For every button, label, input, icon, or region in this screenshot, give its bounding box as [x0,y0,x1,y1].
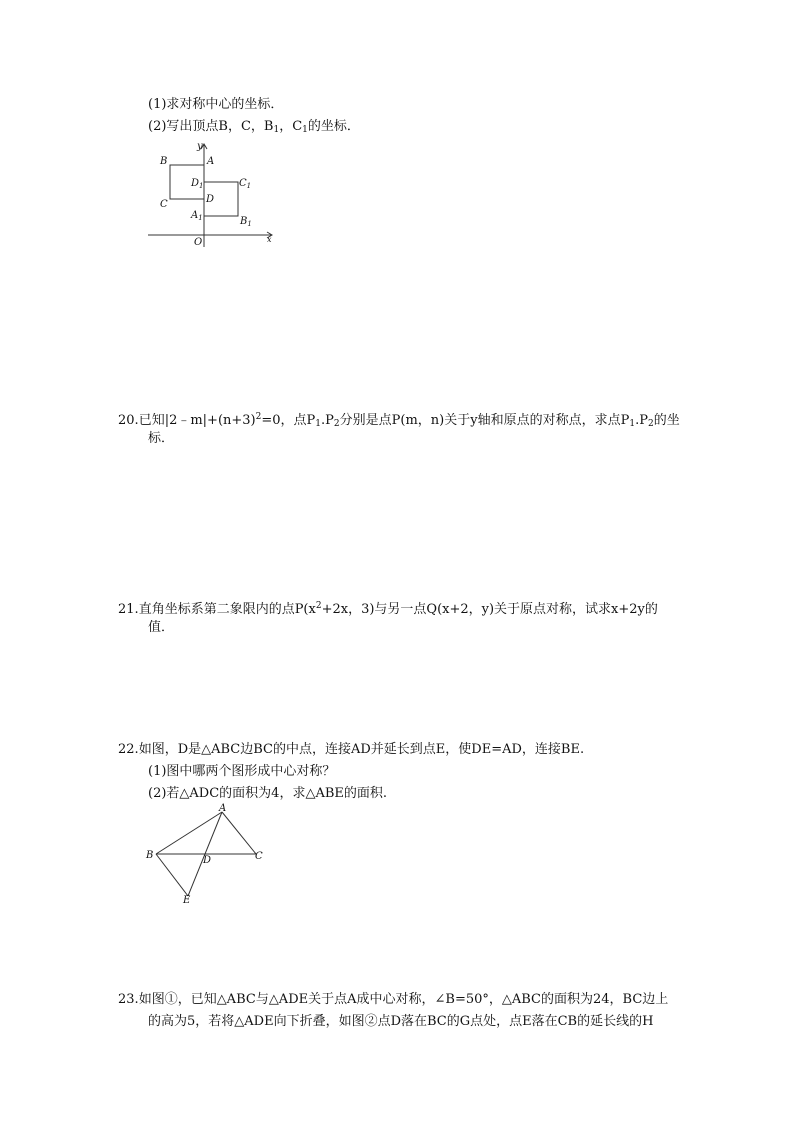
q19-sub1: (1)求对称中心的坐标． [148,97,284,112]
segment-ab [156,812,222,854]
label-y: y [197,141,203,152]
label-b1: $B_1$ [240,216,252,228]
label-a1: $A_1$ [191,210,203,222]
q20-line2: 标． [148,431,175,446]
q21-line1: 21.直角坐标系第二象限内的点$P(x^2+2x$，3)与另一点Q(x+2，y)关于原点对称，试求x+2y的 [118,601,658,617]
q19-coordinate-figure [140,138,280,250]
segment-ac [222,812,256,854]
q21-line2: 值． [148,620,175,635]
q23-line2: 的高为5，若将△ADE向下折叠，如图②点D落在BC的G点处，点E落在CB的延长线的H [148,1014,654,1029]
label-a: A [219,803,227,814]
q22-line1: 22.如图，D是△ABC边BC的中点，连接AD并延长到点E，使DE=AD，连接BE. [118,742,585,757]
q22-number: 22. [118,742,139,757]
label-c: C [160,199,168,210]
label-b: B [160,156,168,167]
label-d: D [203,855,212,866]
label-c: C [255,851,263,862]
q23-number: 23. [118,992,139,1007]
label-d1: $D_1$ [191,178,204,190]
q22-sub1: (1)图中哪两个图形成中心对称？ [148,764,336,779]
q22-triangle-figure [140,802,270,906]
label-a: A [207,156,215,167]
label-c1: $C_1$ [239,178,252,190]
label-b: B [146,850,154,861]
label-d: D [206,194,215,205]
q19-sub2: (2)写出顶点B，C，$B_1$，$C_1$的坐标． [148,119,360,135]
q21-number: 21. [118,602,139,617]
q20-line1: 20.已知$|2﹣m|+(n+3)^2=0$，点$P_1.P_2$分别是点P(m，n)关于y轴和原点的对称点，求点$P_1.P_2$的坐 [118,412,680,429]
label-o: O [194,237,203,248]
label-e: E [183,895,191,906]
label-x: x [267,235,272,244]
q22-sub2: (2)若△ADC的面积为4，求△ABE的面积. [148,786,388,801]
q20-number: 20. [118,413,139,428]
q23-line1: 23.如图①，已知△ABC与△ADE关于点A成中心对称，∠B=50°，△ABC的面积为24，BC边上 [118,992,669,1007]
segment-be [156,854,188,896]
